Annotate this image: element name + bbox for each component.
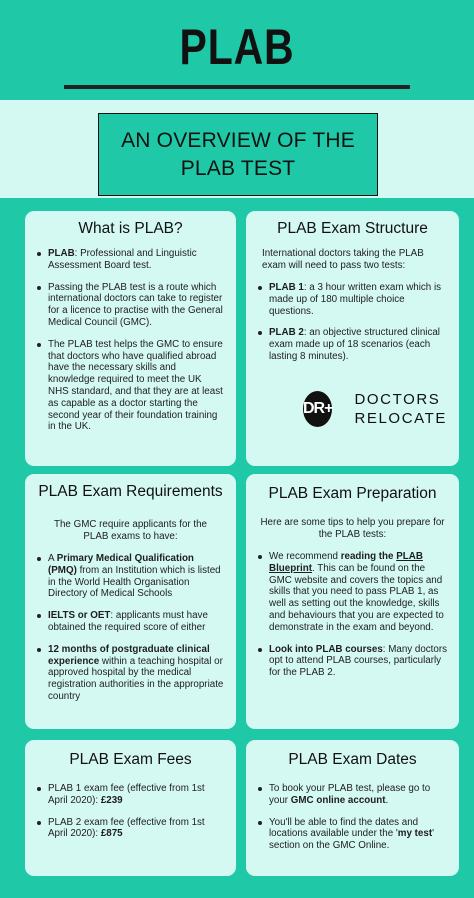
what-is-plab-list [37,248,224,433]
exam-preparation-heading: PLAB Exam Preparation [268,485,437,502]
exam-requirements-card [25,474,236,729]
list-item: The PLAB test helps the GMC to ensure that doctors who have qualified abroad have the necessary skills and knowledge required to meet the UK NHS standard, and that they are at least as capable as a doctor starting the second year of their foundation training in the UK. [37,339,224,433]
header [0,0,474,100]
exam-requirements-heading: PLAB Exam Requirements [38,483,223,500]
exam-preparation-intro: Here are some tips to help you prepare for the PLAB tests: [260,517,445,540]
list-item: You'll be able to find the dates and locations available under the 'my test' section on the GMC Online. [258,817,447,852]
exam-structure-heading: PLAB Exam Structure [277,220,428,237]
list-item: A Primary Medical Qualification (PMQ) from an Institution which is listed in the World Health Organisation Directory of Medical Schools [37,553,224,600]
list-item: 12 months of postgraduate clinical experience within a teaching hospital or approved hospital by the medical registration authorities in the appropriate country [37,644,224,703]
exam-requirements-list [37,553,224,703]
exam-preparation-list [258,551,447,679]
exam-requirements-intro: The GMC require applicants for the PLAB exams to have: [53,519,207,542]
exam-fees-card [25,740,236,876]
list-item: To book your PLAB test, please go to your GMC online account. [258,783,447,807]
exam-dates-card [246,740,459,876]
exam-fees-list [37,783,224,840]
logo-wordmark: DOCTORS RELOCATE [354,390,447,427]
list-item: PLAB 1: a 3 hour written exam which is made up of 180 multiple choice questions. [258,282,447,317]
list-item: IELTS or OET: applicants must have obtained the required score of either [37,610,224,634]
list-item: PLAB 2: an objective structured clinical exam made up of 18 scenarios (each lasting 8 minutes). [258,327,447,362]
list-item: Passing the PLAB test is a route which international doctors can take to register for a licence to practise with the General Medical Council (GMC). [37,282,224,329]
what-is-plab-heading: What is PLAB? [78,220,183,237]
list-item: PLAB: Professional and Linguistic Assessment Board test. [37,248,224,272]
exam-structure-list [258,282,447,363]
exam-preparation-card [246,474,459,729]
subtitle-box [98,113,378,196]
list-item: PLAB 1 exam fee (effective from 1st April 2020): £239 [37,783,224,807]
gmc-online-account-link[interactable]: GMC online account [290,794,386,806]
title-underline [64,85,410,89]
doctors-relocate-logo [303,381,447,437]
dr-plus-logo-mark: DR+ [303,391,332,427]
subtitle: AN OVERVIEW OF THE PLAB TEST [121,128,355,180]
list-item: PLAB 2 exam fee (effective from 1st April 2020): £875 [37,817,224,841]
list-item: We recommend reading the PLAB Blueprint. This can be found on the GMC website and covers the topics and skills that you need to pass PLAB 1, as well as setting out the knowledge, skills and behaviours that you are expected to demonstrate in the exam and beyond. [258,551,447,634]
exam-structure-intro: International doctors taking the PLAB exam will need to pass two tests: [262,248,424,271]
exam-fees-heading: PLAB Exam Fees [69,751,192,768]
list-item: Look into PLAB courses: Many doctors opt to attend PLAB courses, particularly for the PLAB 2. [258,644,447,679]
exam-dates-heading: PLAB Exam Dates [288,751,417,768]
plab-blueprint-link[interactable]: PLAB Blueprint [269,551,423,574]
page-title: PLAB [179,19,295,75]
exam-dates-list [258,783,447,852]
exam-structure-card [246,211,459,466]
what-is-plab-card [25,211,236,466]
